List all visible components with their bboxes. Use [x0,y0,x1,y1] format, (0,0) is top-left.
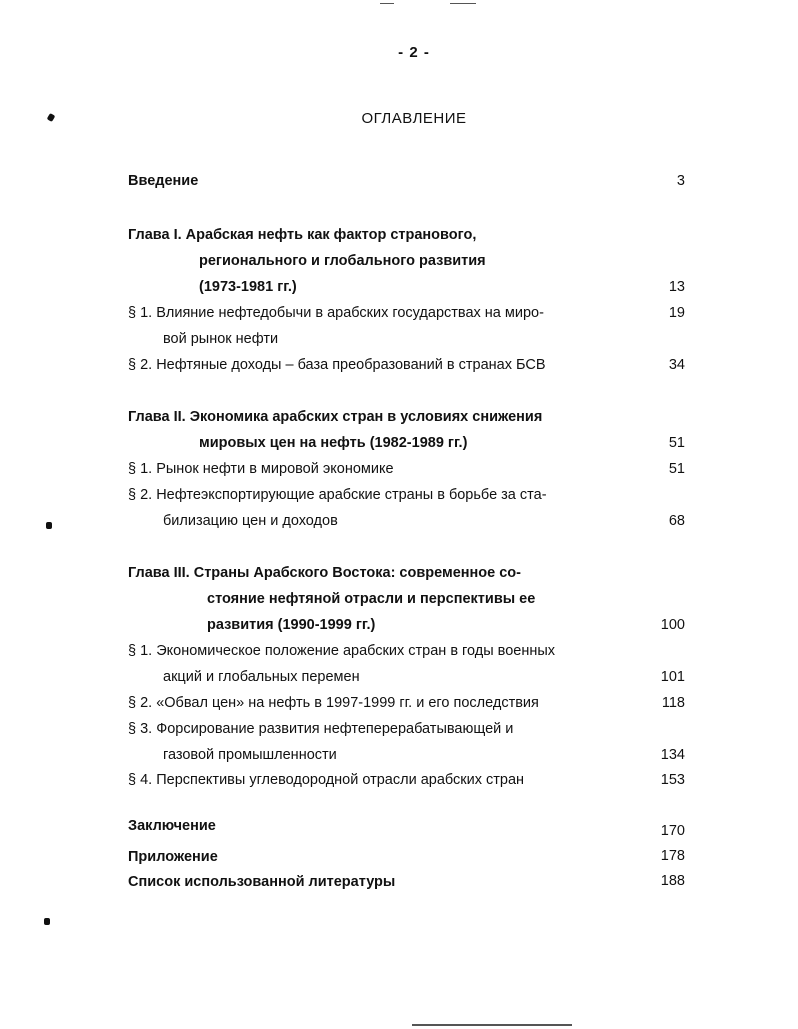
scan-artifact-top [380,3,394,4]
toc-entry-conclusion: Заключение [128,818,216,834]
toc-section-3-3-line2: газовой промышленности [163,747,337,763]
toc-chapter-2-line2: мировых цен на нефть (1982-1989 гг.) [199,435,468,451]
toc-section-2-1: § 1. Рынок нефти в мировой экономике [128,461,394,477]
toc-chapter-1-line3: (1973-1981 гг.) [199,279,297,295]
toc-chapter-2-line1: Глава II. Экономика арабских стран в условиях снижения [128,409,543,425]
toc-page-conclusion: 170 [660,823,685,839]
margin-mark [44,918,50,925]
toc-page-ch1-s1: 19 [668,305,685,321]
toc-section-3-4: § 4. Перспективы углеводородной отрасли арабских стран [128,772,525,788]
toc-page-ch2-s2: 68 [668,513,685,529]
toc-entry-intro: Введение [128,173,199,189]
toc-page-ch2: 51 [668,435,685,451]
toc-section-3-2: § 2. «Обвал цен» на нефть в 1997-1999 гг. и его последствия [128,695,539,711]
scan-artifact-top [450,3,476,4]
toc-chapter-1-line1: Глава I. Арабская нефть как фактор странового, [128,227,477,243]
toc-page-ch1: 13 [668,279,685,295]
page-number: - 2 - [398,44,430,61]
toc-page-ch3-s3: 134 [660,747,685,763]
toc-entry-references: Список использованной литературы [128,874,396,890]
toc-section-3-1-line2: акций и глобальных перемен [163,669,360,685]
toc-title: ОГЛАВЛЕНИЕ [361,110,467,127]
toc-chapter-3-line1: Глава III. Страны Арабского Востока: современное со- [128,565,521,581]
toc-section-3-1-line1: § 1. Экономическое положение арабских стран в годы военных [128,643,556,659]
toc-section-2-2-line2: билизацию цен и доходов [163,513,338,529]
toc-page-references: 188 [660,873,685,889]
toc-page-ch3-s2: 118 [661,695,685,711]
toc-page-ch3: 100 [660,617,685,633]
toc-entry-appendix: Приложение [128,849,218,865]
toc-page-intro: 3 [676,173,685,189]
toc-chapter-3-line2: стояние нефтяной отрасли и перспективы ее [207,591,536,607]
toc-section-1-2: § 2. Нефтяные доходы – база преобразований в странах БСВ [128,357,546,373]
toc-page-appendix: 178 [660,848,685,864]
margin-mark [46,522,52,529]
toc-chapter-1-line2: регионального и глобального развития [199,253,486,269]
toc-page-ch3-s4: 153 [660,772,685,788]
toc-section-1-1-line1: § 1. Влияние нефтедобычи в арабских государствах на миро- [128,305,544,321]
toc-page-ch2-s1: 51 [668,461,685,477]
toc-section-2-2-line1: § 2. Нефтеэкспортирующие арабские страны в борьбе за ста- [128,487,547,503]
toc-page-ch1-s2: 34 [668,357,685,373]
scan-artifact-bottom [412,1024,572,1026]
toc-section-1-1-line2: вой рынок нефти [163,331,279,347]
toc-chapter-3-line3: развития (1990-1999 гг.) [207,617,376,633]
toc-section-3-3-line1: § 3. Форсирование развития нефтеперерабатывающей и [128,721,514,737]
toc-page-ch3-s1: 101 [660,669,685,685]
